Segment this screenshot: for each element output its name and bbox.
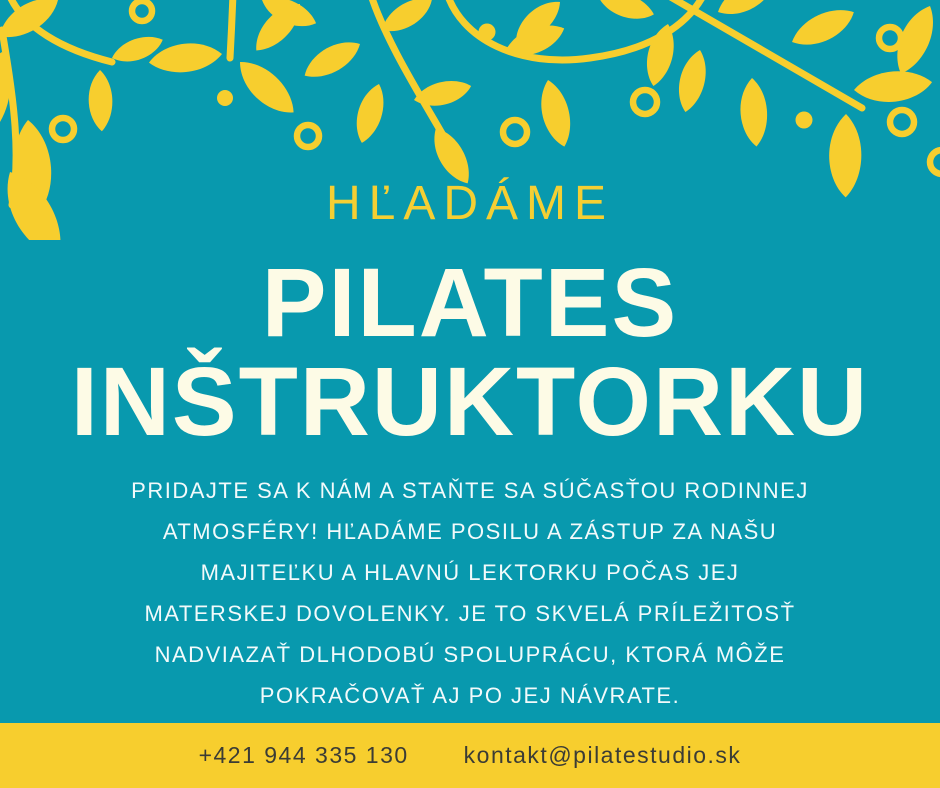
title-line-1: PILATES (261, 248, 679, 357)
body-line: MATERSKEJ DOVOLENKY. JE TO SKVELÁ PRÍLEŽITOSŤ (144, 601, 796, 626)
phone-number: +421 944 335 130 (198, 742, 409, 768)
page-title (0, 248, 940, 456)
title-line-2: INŠTRUKTORKU (70, 347, 870, 456)
footer-contact-bar (0, 723, 940, 788)
eyebrow-text: HĽADÁME (325, 177, 615, 230)
body-paragraph (0, 470, 940, 716)
body-line: POKRAČOVAŤ AJ PO JEJ NÁVRATE. (259, 683, 681, 708)
body-line: NADVIAZAŤ DLHODOBÚ SPOLUPRÁCU, KTORÁ MÔŽE (154, 642, 786, 667)
body-line: ATMOSFÉRY! HĽADÁME POSILU A ZÁSTUP ZA NAŠU (162, 519, 778, 544)
email-address: kontakt@pilatestudio.sk (463, 742, 742, 768)
body-line: MAJITEĽKU A HLAVNÚ LEKTORKU POČAS JEJ (200, 560, 740, 585)
body-line: PRIDAJTE SA K NÁM A STAŇTE SA SÚČASŤOU RODINNEJ (131, 478, 809, 503)
